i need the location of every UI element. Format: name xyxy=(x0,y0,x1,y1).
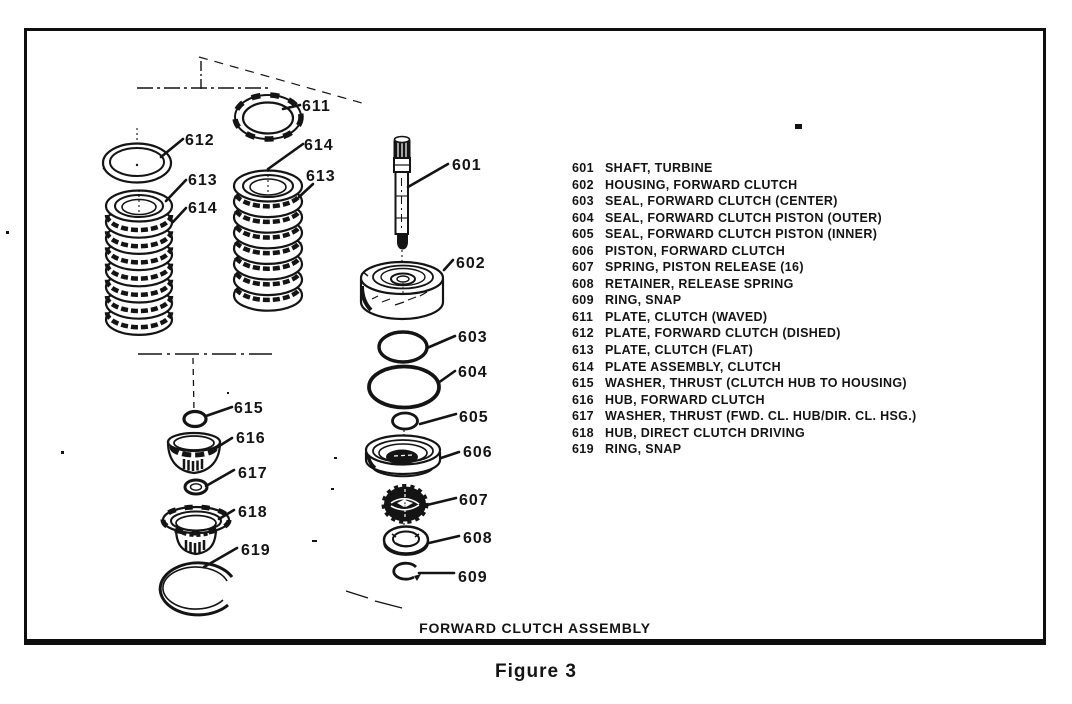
parts-list-row xyxy=(572,259,992,276)
leader-612 xyxy=(161,139,183,157)
callout-609: 609 xyxy=(458,569,488,586)
part-608-spring-retainer xyxy=(384,527,428,556)
part-name: SEAL, FORWARD CLUTCH PISTON (INNER) xyxy=(605,227,878,242)
part-stack-left-plates xyxy=(106,190,172,335)
part-number: 604 xyxy=(572,210,594,225)
part-605-inner-seal xyxy=(393,413,418,436)
callout-612: 612 xyxy=(185,132,215,149)
callout-618: 618 xyxy=(238,504,268,521)
leader-614-right xyxy=(268,144,303,169)
leader-619 xyxy=(204,548,237,567)
part-number: 605 xyxy=(572,227,594,242)
part-number: 617 xyxy=(572,409,594,424)
part-618-direct-clutch-hub xyxy=(163,507,229,554)
part-number: 612 xyxy=(572,326,594,341)
parts-list-row xyxy=(572,359,992,376)
part-name: SEAL, FORWARD CLUTCH PISTON (OUTER) xyxy=(605,210,883,225)
leader-601 xyxy=(408,164,448,187)
parts-list-row xyxy=(572,425,992,442)
callout-617: 617 xyxy=(238,465,268,482)
parts-list-row xyxy=(572,375,992,392)
callout-613-left: 613 xyxy=(188,172,218,189)
callout-613-right: 613 xyxy=(306,168,336,185)
part-number: 613 xyxy=(572,343,594,358)
leader-603 xyxy=(427,336,455,348)
part-601-turbine-shaft xyxy=(394,137,410,250)
part-number: 619 xyxy=(572,442,594,457)
callout-608: 608 xyxy=(463,530,493,547)
part-603-center-seal xyxy=(379,332,427,362)
part-number: 609 xyxy=(572,293,594,308)
part-name: PLATE, CLUTCH (WAVED) xyxy=(605,309,768,324)
parts-list-row xyxy=(572,309,992,326)
part-616-forward-clutch-hub xyxy=(168,433,220,473)
figure-number-label: Figure 3 xyxy=(495,661,577,682)
part-number: 607 xyxy=(572,260,594,275)
part-612-dished-plate xyxy=(103,144,171,183)
part-number: 608 xyxy=(572,276,594,291)
part-number: 602 xyxy=(572,177,594,192)
part-number: 618 xyxy=(572,425,594,440)
parts-list-row xyxy=(572,210,992,227)
callout-615: 615 xyxy=(234,400,264,417)
dash-mark xyxy=(346,591,368,598)
part-number: 616 xyxy=(572,392,594,407)
part-name: HUB, DIRECT CLUTCH DRIVING xyxy=(605,425,806,440)
part-name: WASHER, THRUST (CLUTCH HUB TO HOUSING) xyxy=(605,376,907,391)
part-name: RING, SNAP xyxy=(605,293,682,308)
callout-616: 616 xyxy=(236,430,266,447)
parts-list-row xyxy=(572,408,992,425)
part-name: SPRING, PISTON RELEASE (16) xyxy=(605,260,804,275)
parts-list-row xyxy=(572,193,992,210)
part-name: PLATE ASSEMBLY, CLUTCH xyxy=(605,359,781,374)
part-name: RETAINER, RELEASE SPRING xyxy=(605,276,794,291)
parts-list-row xyxy=(572,392,992,409)
part-name: PLATE, FORWARD CLUTCH (DISHED) xyxy=(605,326,841,341)
part-609-snap-ring xyxy=(394,563,421,581)
part-number: 611 xyxy=(572,309,594,324)
callout-611: 611 xyxy=(302,98,331,115)
part-name: SEAL, FORWARD CLUTCH (CENTER) xyxy=(605,194,838,209)
part-617-thrust-washer xyxy=(185,480,207,494)
part-604-outer-seal xyxy=(369,367,439,408)
callout-606: 606 xyxy=(463,444,493,461)
part-619-snap-ring xyxy=(160,563,232,615)
figure-caption: FORWARD CLUTCH ASSEMBLY xyxy=(419,620,651,636)
leader-604 xyxy=(438,371,455,383)
callout-605: 605 xyxy=(459,409,489,426)
part-name: PISTON, FORWARD CLUTCH xyxy=(605,243,786,258)
part-name: HUB, FORWARD CLUTCH xyxy=(605,392,765,407)
part-name: PLATE, CLUTCH (FLAT) xyxy=(605,343,754,358)
part-number: 614 xyxy=(572,359,594,374)
part-name: HOUSING, FORWARD CLUTCH xyxy=(605,177,798,192)
callout-601: 601 xyxy=(452,157,482,174)
part-number: 601 xyxy=(572,161,594,175)
callout-602: 602 xyxy=(456,255,486,272)
part-number: 606 xyxy=(572,243,594,258)
leader-608 xyxy=(429,536,459,543)
parts-list-row xyxy=(572,342,992,359)
part-number: 603 xyxy=(572,194,594,209)
parts-list-row xyxy=(572,160,992,177)
leader-617 xyxy=(206,470,234,486)
leader-606 xyxy=(441,452,459,458)
part-name: RING, SNAP xyxy=(605,442,682,457)
parts-list-row xyxy=(572,276,992,293)
leader-615 xyxy=(206,407,232,416)
leader-613-left xyxy=(166,180,186,201)
part-615-thrust-washer xyxy=(184,412,206,427)
part-606-piston xyxy=(366,436,440,477)
callout-614-left: 614 xyxy=(188,200,218,217)
part-607-release-springs xyxy=(384,487,426,522)
part-number: 615 xyxy=(572,376,594,391)
parts-list-row xyxy=(572,243,992,260)
part-602-clutch-housing xyxy=(361,262,443,319)
part-name: WASHER, THRUST (FWD. CL. HUB/DIR. CL. HSG.) xyxy=(605,409,917,424)
parts-list-row xyxy=(572,441,992,458)
callout-604: 604 xyxy=(458,364,488,381)
parts-list-row xyxy=(572,226,992,243)
parts-list-row xyxy=(572,177,992,194)
leader-614-left xyxy=(173,208,186,222)
leader-602 xyxy=(444,260,453,270)
parts-list xyxy=(572,160,992,458)
part-name: SHAFT, TURBINE xyxy=(605,161,713,175)
part-stack-right-plates xyxy=(234,170,302,311)
part-611-waved-plate xyxy=(235,95,301,139)
callout-619: 619 xyxy=(241,542,271,559)
parts-list-row xyxy=(572,325,992,342)
callout-614-right: 614 xyxy=(304,137,334,154)
leader-607 xyxy=(427,498,456,505)
centerline-vertical xyxy=(193,358,194,412)
dash-mark xyxy=(375,601,402,608)
leader-605 xyxy=(420,414,456,424)
callout-607: 607 xyxy=(459,492,489,509)
callout-603: 603 xyxy=(458,329,488,346)
parts-list-row xyxy=(572,292,992,309)
